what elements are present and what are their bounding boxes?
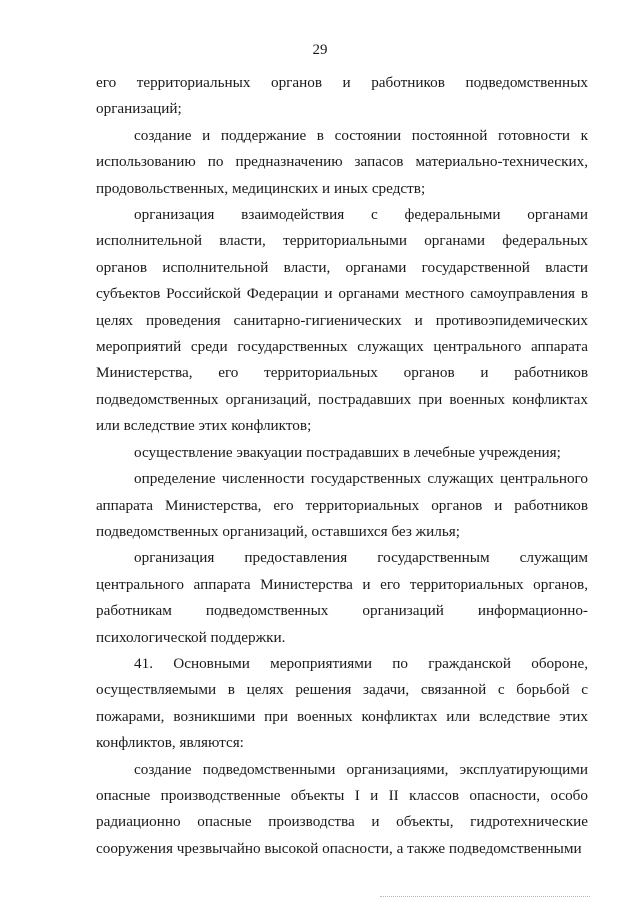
paragraph-psychological-support: организация предоставления государственным служащим центрального аппарата Министерства и его территориальных органов, работникам подведомственных организаций информационно-психологической поддержки.	[96, 549, 588, 646]
paragraph-item-41: 41. Основными мероприятиями по гражданской обороне, осуществляемыми в целях решения задачи, связанной с борьбой с пожарами, возникшими при военных конфликтах или вследствие этих конфликтов, являются:	[96, 654, 588, 752]
paragraph-interaction: организация взаимодействия с федеральными органами исполнительной власти, территориальными органами федеральных органов исполнительной власти, органами государственной власти субъектов Российской Федерации и органами местного самоуправления в целях проведения санитарно-гигиенических и противоэпидемических мероприятий среди государственных служащих центрального аппарата Министерства, его территориальных органов и работников подведомственных организаций, пострадавших при военных конфликтах или вследствие этих конфликтов;	[96, 206, 588, 435]
paragraph-homeless-count: определение численности государственных служащих центрального аппарата Министерства, его территориальных органов и работников подведомственных организаций, оставшихся без жилья;	[96, 470, 588, 540]
paragraph-reserves: создание и поддержание в состоянии постоянной готовности к использованию по предназначению запасов материально-технических, продовольственных, медицинских и иных средств;	[96, 126, 588, 197]
paragraph-evacuation: осуществление эвакуации пострадавших в лечебные учреждения;	[134, 443, 561, 461]
document-body	[96, 70, 588, 862]
paragraph-fire-units: создание подведомственными организациями, эксплуатирующими опасные производственные объекты I и II классов опасности, особо радиационно опасные производства и объекты, гидротехнические сооружения чрезвычайно высокой опасности, а также подведомственными	[96, 760, 588, 857]
paragraph-continuation: его территориальных органов и работников подведомственных организаций;	[96, 74, 588, 118]
page-number: 29	[312, 42, 328, 58]
scan-edge-mark	[380, 896, 590, 898]
